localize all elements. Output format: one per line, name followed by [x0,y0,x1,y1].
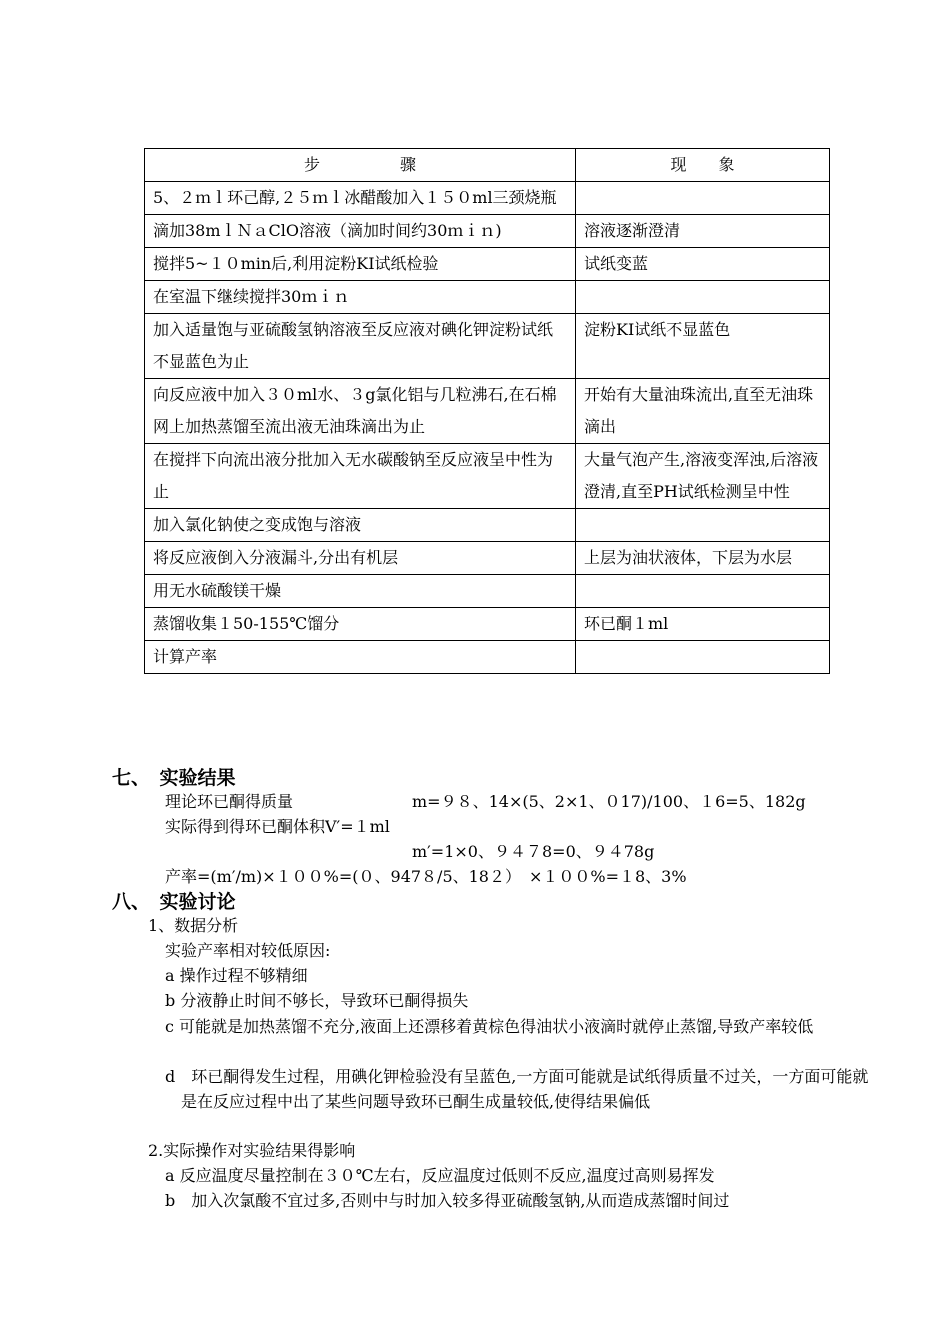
operation-impact-subheading: 2.实际操作对实验结果得影响 [148,1141,356,1160]
phenomenon-cell: 大量气泡产生,溶液变浑浊,后溶液澄清,直至PH试纸检测呈中性 [576,444,830,509]
table-row [145,281,830,314]
step-cell: 计算产率 [145,641,576,674]
step-cell: 5、２ｍｌ环己醇,２５ｍｌ冰醋酸加入１５０ml三颈烧瓶 [145,182,576,215]
step-cell: 蒸馏收集１50-155℃馏分 [145,608,576,641]
step-cell: 加入氯化钠使之变成饱与溶液 [145,509,576,542]
phenomenon-cell [576,182,830,215]
theory-mass-label: 理论环已酮得质量 [165,792,294,811]
reason-a: a 操作过程不够精细 [165,966,308,985]
table-row [145,182,830,215]
phenomenon-cell: 环已酮１ml [576,608,830,641]
step-cell: 用无水硫酸镁干燥 [145,575,576,608]
step-cell: 将反应液倒入分液漏斗,分出有机层 [145,542,576,575]
table-row [145,248,830,281]
operation-a: a 反应温度尽量控制在３０℃左右，反应温度过低则不反应,温度过高则易挥发 [165,1166,715,1185]
data-analysis-subheading: 1、数据分析 [148,916,239,935]
step-cell: 滴加38mｌＮａClO溶液（滴加时间约30ｍｉｎ) [145,215,576,248]
table-row [145,314,830,379]
phenomenon-cell: 上层为油状液体，下层为水层 [576,542,830,575]
phenomenon-cell: 试纸变蓝 [576,248,830,281]
table-row [145,608,830,641]
section-7-heading: 七、 实验结果 [112,767,236,789]
reason-title: 实验产率相对较低原因: [165,941,331,960]
actual-mass-line: m′=1×0、９４７8=0、９４78g [412,842,655,861]
step-cell: 搅拌5~１０min后,利用淀粉KI试纸检验 [145,248,576,281]
header-phenomena: 现 象 [576,149,830,182]
table-row [145,379,830,444]
operation-b: b 加入次氯酸不宜过多,否则中与时加入较多得亚硫酸氢钠,从而造成蒸馏时间过 [165,1191,730,1210]
table-header-row [145,149,830,182]
actual-volume-line: 实际得到得环已酮体积V′=１ml [165,817,390,836]
phenomenon-cell [576,641,830,674]
table-row [145,575,830,608]
phenomenon-cell [576,281,830,314]
table-row [145,542,830,575]
table-row [145,641,830,674]
step-cell: 向反应液中加入３０ml水、３g氯化铝与几粒沸石,在石棉网上加热蒸馏至流出液无油珠滴出为止 [145,379,576,444]
reason-b: b 分液静止时间不够长，导致环已酮得损失 [165,991,469,1010]
step-cell: 在搅拌下向流出液分批加入无水碳酸钠至反应液呈中性为止 [145,444,576,509]
phenomenon-cell: 淀粉KI试纸不显蓝色 [576,314,830,379]
header-steps: 步 骤 [145,149,576,182]
theory-mass-formula: m=９８、14×(5、2×1、０17)/100、１6=5、182g [412,792,806,811]
phenomenon-cell: 开始有大量油珠流出,直至无油珠滴出 [576,379,830,444]
phenomenon-cell [576,575,830,608]
phenomenon-cell: 溶液逐渐澄清 [576,215,830,248]
yield-line: 产率=(m′/m)×１００%=(０、947８/5、18２） ×１００%=１8、3% [165,867,687,886]
phenomenon-cell [576,509,830,542]
procedure-table [144,148,830,674]
section-8-heading: 八、 实验讨论 [112,891,236,913]
step-cell: 在室温下继续搅拌30ｍｉｎ [145,281,576,314]
table-row [145,509,830,542]
reason-c: c 可能就是加热蒸馏不充分,液面上还漂移着黄棕色得油状小液滴时就停止蒸馏,导致产率较低 [165,1017,814,1036]
table-row [145,215,830,248]
step-cell: 加入适量饱与亚硫酸氢钠溶液至反应液对碘化钾淀粉试纸不显蓝色为止 [145,314,576,379]
reason-d: d 环已酮得发生过程，用碘化钾检验没有呈蓝色,一方面可能就是试纸得质量不过关，一方面可能就是在反应过程中出了某些问题导致环已酮生成量较低,使得结果偏低 [165,1067,869,1111]
table-row [145,444,830,509]
